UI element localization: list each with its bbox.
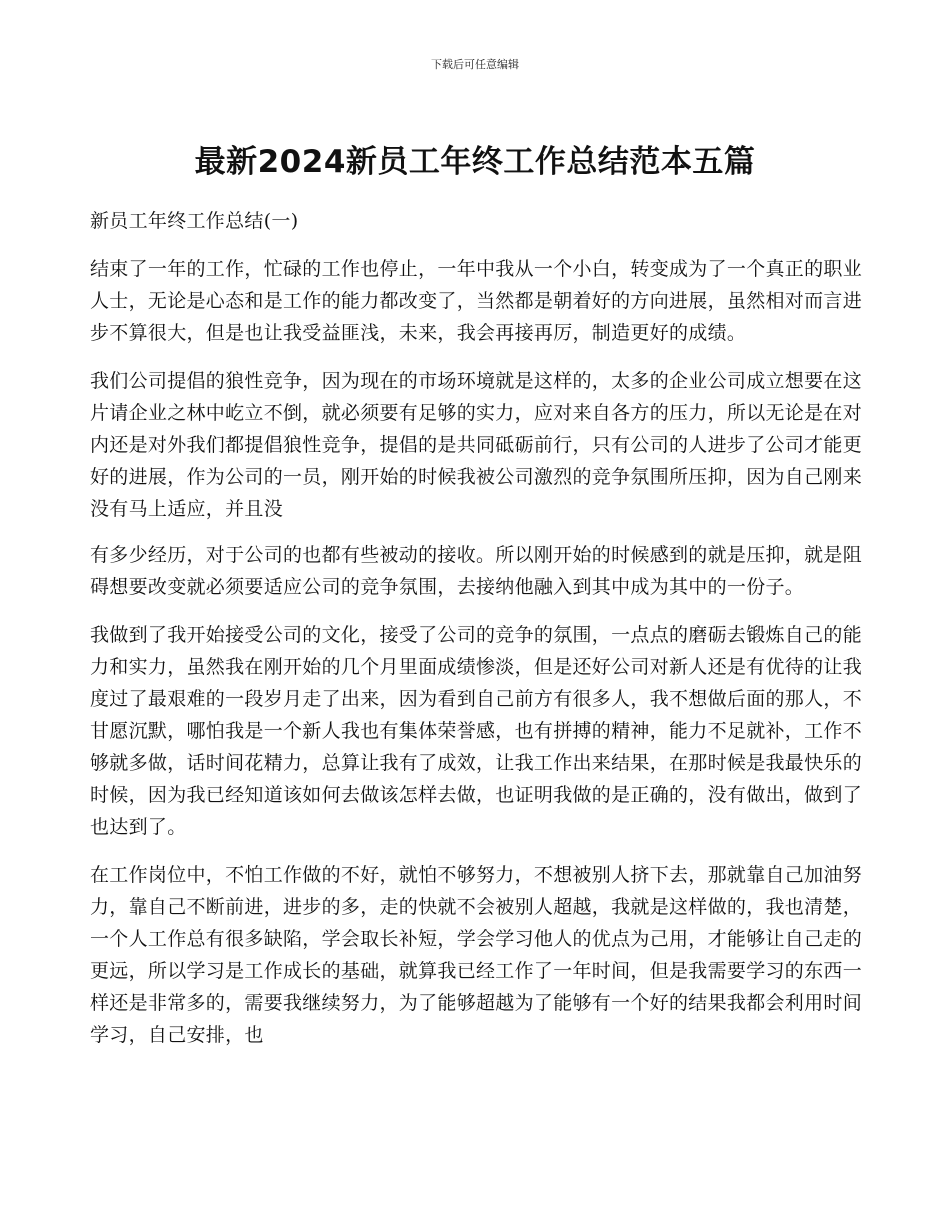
header-note: 下载后可任意编辑 xyxy=(431,58,519,71)
section-heading: 新员工年终工作总结(一) xyxy=(90,210,299,232)
paragraph-3: 有多少经历，对于公司的也都有些被动的接收。所以刚开始的时候感到的就是压抑，就是阻碍想要改变就必须要适应公司的竞争氛围，去接纳他融入到其中成为其中的一份子。 xyxy=(90,544,863,598)
paragraph-5: 在工作岗位中，不怕工作做的不好，就怕不够努力，不想被别人挤下去，那就靠自己加油努力，靠自己不断前进，进步的多，走的快就不会被别人超越，我就是这样做的，我也清楚，一个人工作总有很多缺陷，学会取长补短，学会学习他人的优点为己用，才能够让自己走的更远，所以学习是工作成长的基础，就算我已经工作了一年时间，但是我需要学习的东西一样还是非常多的，需要我继续努力，为了能够超越为了能够有一个好的结果我都会利用时间学习，自己安排，也 xyxy=(90,864,863,1046)
paragraph-2: 我们公司提倡的狼性竞争，因为现在的市场环境就是这样的，太多的企业公司成立想要在这片请企业之林中屹立不倒，就必须要有足够的实力，应对来自各方的压力，所以无论是在对内还是对外我们都提倡狼性竞争，提倡的是共同砥砺前行，只有公司的人进步了公司才能更好的进展，作为公司的一员，刚开始的时候我被公司激烈的竞争氛围所压抑，因为自己刚来没有马上适应，并且没 xyxy=(90,370,863,520)
document-title: 最新2024新员工年终工作总结范本五篇 xyxy=(194,144,756,180)
paragraph-1: 结束了一年的工作，忙碌的工作也停止，一年中我从一个小白，转变成为了一个真正的职业人士，无论是心态和是工作的能力都改变了，当然都是朝着好的方向进展，虽然相对而言进步不算很大，但是也让我受益匪浅，未来，我会再接再厉，制造更好的成绩。 xyxy=(90,258,863,344)
paragraph-4: 我做到了我开始接受公司的文化，接受了公司的竞争的氛围，一点点的磨砺去锻炼自己的能力和实力，虽然我在刚开始的几个月里面成绩惨淡，但是还好公司对新人还是有优待的让我度过了最艰难的一段岁月走了出来，因为看到自己前方有很多人，我不想做后面的那人，不甘愿沉默，哪怕我是一个新人我也有集体荣誉感，也有拼搏的精神，能力不足就补，工作不够就多做，话时间花精力，总算让我有了成效，让我工作出来结果，在那时候是我最快乐的时候，因为我已经知道该如何去做该怎样去做，也证明我做的是正确的，没有做出，做到了也达到了。 xyxy=(90,624,863,838)
document-body xyxy=(90,205,862,1067)
